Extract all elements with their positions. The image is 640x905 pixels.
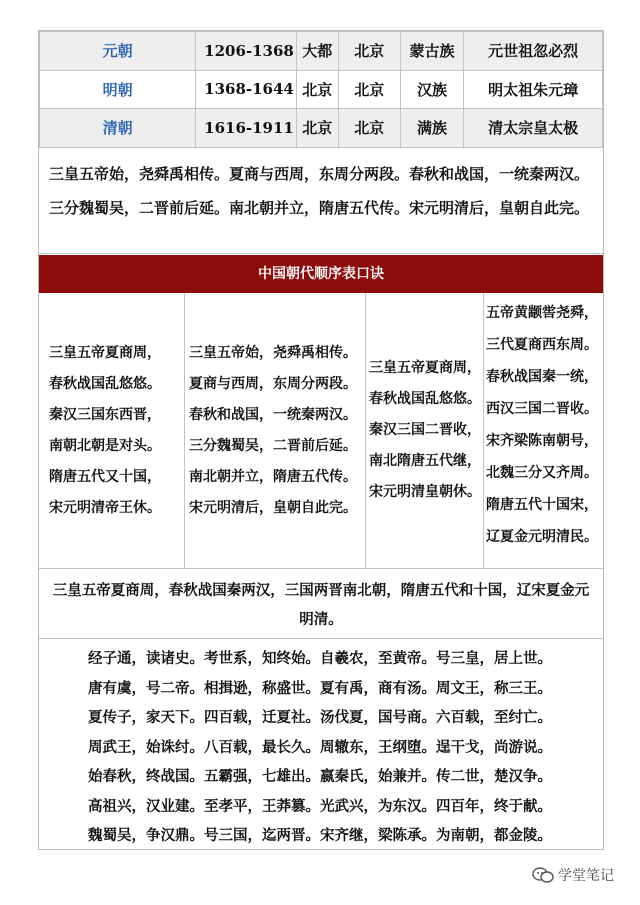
mnemonic-line: 宋元明清后，皇朝自此完。: [189, 499, 357, 516]
dynasty-capital: 北京: [296, 109, 338, 148]
dynasty-name: 元朝: [40, 32, 196, 71]
dynasty-ethnicity: 汉族: [400, 70, 464, 109]
mnemonic-line: 隋唐五代十国宋，: [486, 497, 598, 513]
mnemonic-line: 夏商与西周，东周分两段。: [189, 375, 357, 392]
dynasty-modern-city: 北京: [338, 109, 400, 148]
dynasty-name: 清朝: [40, 109, 196, 148]
dynasty-founder: 元世祖忽必烈: [464, 32, 603, 71]
summary-line: 三皇五帝夏商周，春秋战国秦两汉，三国两晋南北朝，隋唐五代和十国，辽宋夏金元: [52, 583, 590, 599]
watermark: [532, 862, 614, 888]
classic-line: 始春秋，终战国。五霸强，七雄出。嬴秦氏，始兼并。传二世，楚汉争。: [88, 769, 552, 785]
chat-bubbles-icon: [532, 866, 554, 884]
mnemonic-line: 北魏三分又齐周。: [486, 465, 598, 481]
classic-line: 唐有虞，号二帝。相揖逊，称盛世。夏有禹，商有汤。周文王，称三王。: [88, 680, 552, 697]
dynasty-years: 1206-1368: [196, 32, 297, 71]
dynasty-capital: 大都: [296, 32, 338, 71]
table-row: [40, 32, 603, 71]
poem-line: 三皇五帝始，尧舜禹相传。夏商与西周，东周分两段。春秋和战国，一统秦两汉。: [49, 165, 590, 183]
mnemonic-line: 宋齐梁陈南朝号，: [486, 433, 598, 449]
dynasty-capital: 北京: [296, 70, 338, 109]
dynasty-founder: 明太祖朱元璋: [464, 70, 603, 109]
mnemonic-line: 宋元明清皇朝休。: [369, 484, 481, 500]
mnemonic-line: 辽夏金元明清民。: [486, 529, 598, 545]
section-banner-title: 中国朝代顺序表口诀: [39, 255, 603, 293]
mnemonic-line: 秦汉三国东西晋，: [49, 406, 161, 423]
classic-line: 周武王，始诛纣。八百载，最长久。周辙东，王纲堕。逞干戈，尚游说。: [88, 739, 552, 756]
mnemonic-line: 三皇五帝夏商周，: [49, 344, 161, 361]
mnemonic-line: 三皇五帝始，尧舜禹相传。: [189, 344, 357, 361]
dynasty-ethnicity: 蒙古族: [400, 32, 464, 71]
mnemonic-line: 秦汉三国二晋收，: [369, 422, 481, 438]
mnemonic-line: 南北朝并立，隋唐五代传。: [189, 468, 357, 485]
mnemonic-line: 隋唐五代又十国，: [49, 468, 161, 485]
mnemonic-line: 南北隋唐五代继，: [369, 453, 481, 469]
dynasty-table: [39, 31, 603, 148]
dynasty-ethnicity: 满族: [400, 109, 464, 148]
mnemonic-line: 春秋和战国，一统秦两汉。: [189, 406, 357, 423]
dynasty-founder: 清太宗皇太极: [464, 109, 603, 148]
dynasty-years: 1616-1911: [196, 109, 297, 148]
dynasty-name: 明朝: [40, 70, 196, 109]
classic-line: 高祖兴，汉业建。至孝平，王莽篡。光武兴，为东汉。四百年，终于献。: [88, 798, 552, 815]
mnemonic-line: 三代夏商西东周。: [486, 337, 598, 353]
table-row: [40, 109, 603, 148]
mnemonic-column: [39, 293, 185, 568]
mnemonic-column: [366, 293, 484, 568]
mnemonic-line: 春秋战国秦一统，: [486, 369, 598, 385]
mnemonic-line: 三皇五帝夏商周，: [369, 360, 481, 376]
mnemonic-line: 南朝北朝是对头。: [49, 437, 161, 454]
three-character-classic: [39, 639, 603, 851]
watermark-text: 学堂笔记: [558, 868, 614, 884]
dynasty-sheet: [38, 30, 604, 850]
dynasty-years: 1368-1644: [196, 70, 297, 109]
classic-line: 夏传子，家天下。四百载，迁夏社。汤伐夏，国号商。六百载，至纣亡。: [88, 710, 552, 726]
summary-line: 明清。: [299, 612, 343, 628]
mnemonic-line: 三分魏蜀吴，二晋前后延。: [189, 437, 357, 454]
mnemonic-line: 五帝黄颛喾尧舜，: [486, 305, 598, 321]
dynasty-poem: [39, 147, 603, 254]
mnemonic-column: [484, 293, 603, 568]
classic-line: 魏蜀吴，争汉鼎。号三国，迄两晋。宋齐继，梁陈承。为南朝，都金陵。: [88, 828, 552, 844]
mnemonic-line: 春秋战国乱悠悠。: [49, 375, 161, 392]
mnemonic-columns: [39, 293, 603, 569]
mnemonic-line: 春秋战国乱悠悠。: [369, 391, 481, 407]
dynasty-modern-city: 北京: [338, 32, 400, 71]
dynasty-modern-city: 北京: [338, 70, 400, 109]
mnemonic-line: 西汉三国二晋收。: [486, 401, 598, 417]
table-row: [40, 70, 603, 109]
summary-mnemonic: [39, 570, 603, 639]
mnemonic-column: [185, 293, 366, 568]
mnemonic-line: 宋元明清帝王休。: [49, 499, 161, 516]
poem-line: 三分魏蜀吴，二晋前后延。南北朝并立，隋唐五代传。宋元明清后，皇朝自此完。: [49, 199, 590, 217]
classic-line: 经子通，读诸史。考世系，知终始。自羲农，至黄帝。号三皇，居上世。: [88, 651, 552, 667]
